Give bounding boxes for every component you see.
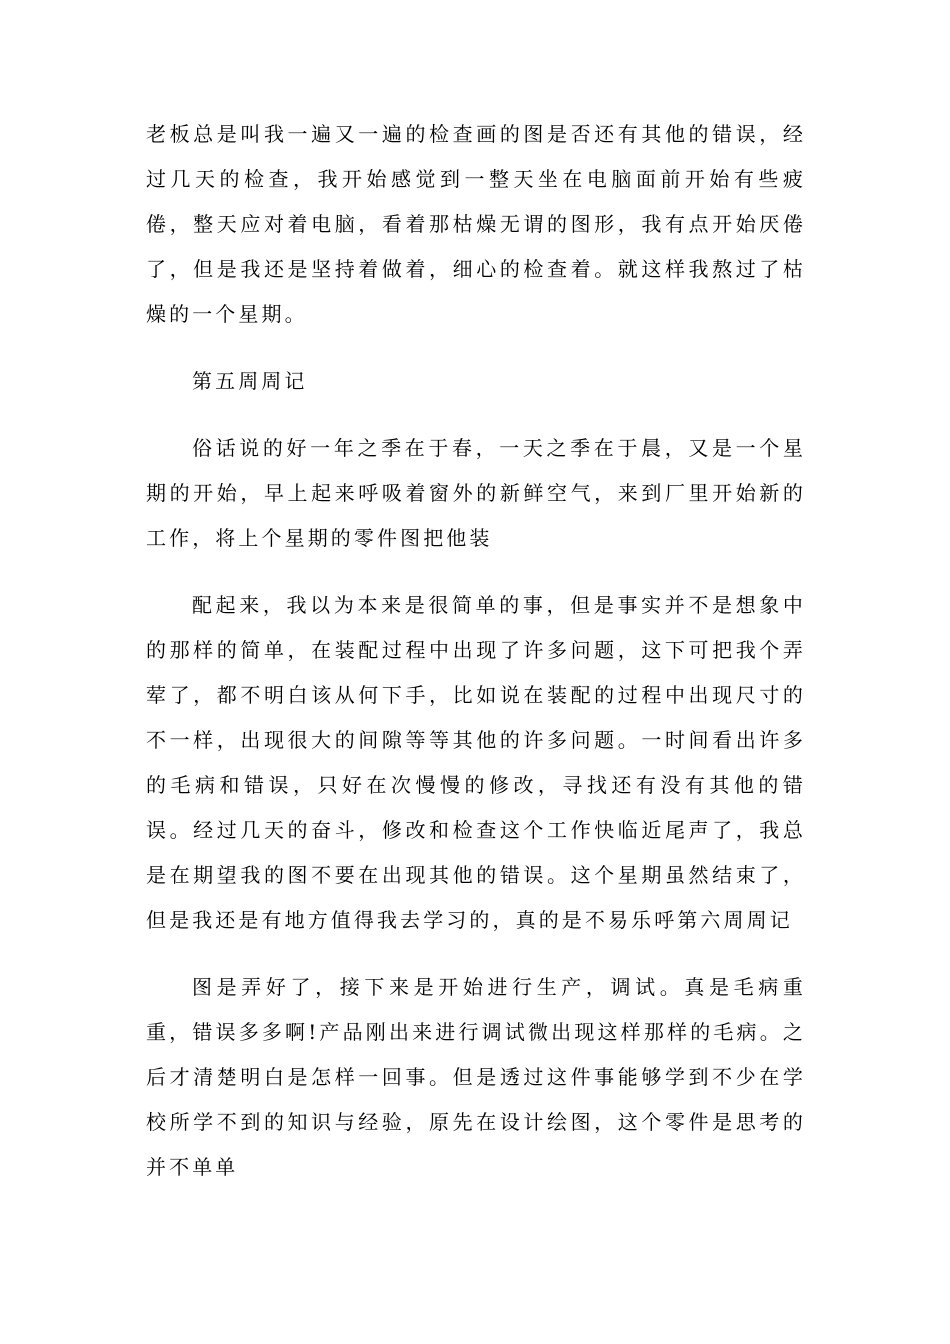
paragraph-2: 俗话说的好一年之季在于春，一天之季在于晨，又是一个星期的开始，早上起来呼吸着窗外的新鲜空气，来到厂里开始新的工作，将上个星期的零件图把他装 [146, 436, 806, 550]
document-body [146, 112, 806, 1212]
paragraph-3: 配起来，我以为本来是很简单的事，但是事实并不是想象中的那样的简单，在装配过程中出现了许多问题，这下可把我个弄荤了，都不明白该从何下手，比如说在装配的过程中出现尺寸的不一样，出现很大的间隙等等其他的许多问题。一时间看出许多的毛病和错误，只好在次慢慢的修改，寻找还有没有其他的错误。经过几天的奋斗，修改和检查这个工作快临近尾声了，我总是在期望我的图不要在出现其他的错误。这个星期虽然结束了，但是我还是有地方值得我去学习的，真的是不易乐呼第六周周记 [146, 593, 806, 932]
paragraph-1: 老板总是叫我一遍又一遍的检查画的图是否还有其他的错误，经过几天的检查，我开始感觉到一整天坐在电脑面前开始有些疲倦，整天应对着电脑，看着那枯燥无谓的图形，我有点开始厌倦了，但是我还是坚持着做着，细心的检查着。就这样我熬过了枯燥的一个星期。 [146, 122, 806, 326]
section-heading-week5: 第五周周记 [192, 369, 308, 393]
paragraph-4: 图是弄好了，接下来是开始进行生产，调试。真是毛病重重，错误多多啊!产品刚出来进行调试微出现这样那样的毛病。之后才清楚明白是怎样一回事。但是透过这件事能够学到不少在学校所学不到的知识与经验，原先在设计绘图，这个零件是思考的并不单单 [146, 975, 806, 1179]
